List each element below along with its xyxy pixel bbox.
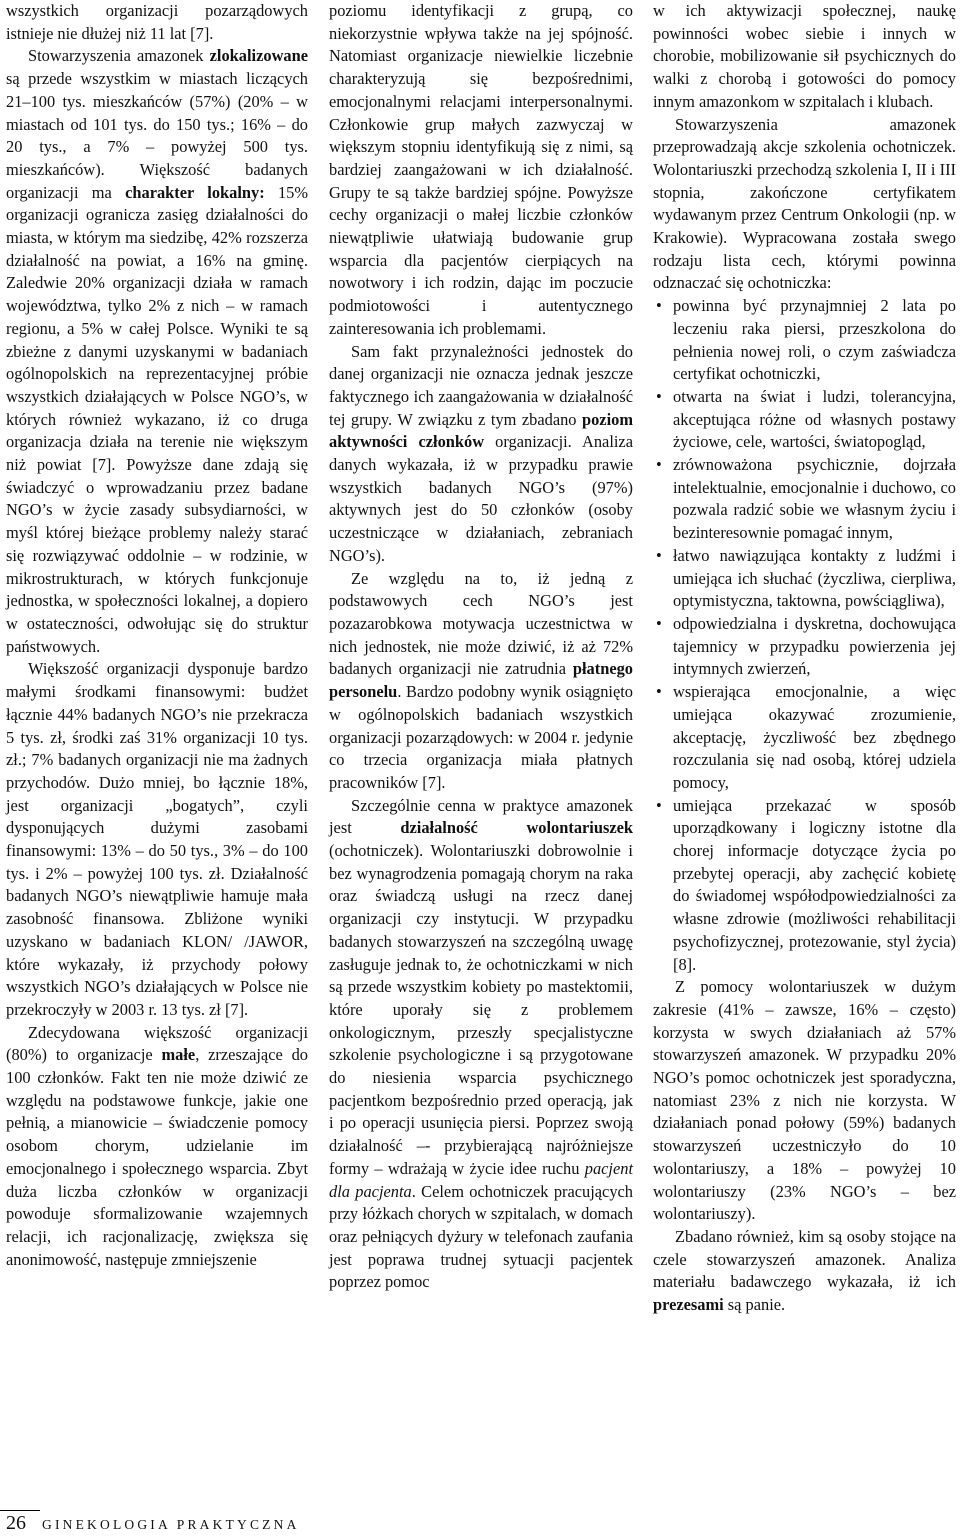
list-item: • powinna być przynajmniej 2 lata po leczeniu raka piersi, przeszkolona do pełnienia nowej roli, o czym zaświadcza certyfikat ochotniczki,: [653, 295, 956, 386]
journal-title: GINEKOLOGIA PRAKTYCZNA: [42, 1517, 300, 1532]
text-run: są przede wszystkim w miastach liczących 21–100 tys. mieszkańców (57%) (20% – w miastach od 101 tys. do 150 tys.; 16% – do 20 tys., a 7% – powyżej 500 tys. mieszkańców). Większość badanych organizacji ma: [6, 69, 308, 202]
list-item: • zrównoważona psychicznie, dojrzała intelektualnie, emocjonalnie i duchowo, co pozwala radzić sobie we własnym życiu i bezinteresownie pomagać innym,: [653, 454, 956, 545]
text-run: Zdecydowana większość organizacji (80%) to organizacje: [6, 1022, 308, 1065]
text-run: Większość organizacji dysponuje bardzo małymi środkami finansowymi: budżet łącznie 44% badanych NGO’s nie przekracza 5 tys. zł, środki zaś 31% organizacji 10 tys. zł.; 7% badanych organizacji nie ma żadnych przychodów. Dużo mniej, bo łącznie 18%, jest organizacji „bogatych”, czyli dysponujących dużymi zasobami finansowymi: 13% – do 50 tys., 3% – do 100 tys. i 2% – powyżej 100 tys. zł. Działalność badanych NGO’s niewątpliwie hamuje mała zasobność finansowa. Zbliżone wyniki uzyskano w badaniach KLON/ /JAWOR, które wykazały, iż przychody połowy wszystkich NGO’s działających w Polsce nie przekroczyły w 2003 r. 13 tys. zł [7].: [6, 659, 308, 1019]
text-run: Stowarzyszenia amazonek: [28, 46, 210, 66]
page-footer: [6, 1512, 300, 1532]
text-column-3: [653, 0, 956, 1317]
paragraph: [6, 1022, 308, 1272]
bold-term: poziom aktywności członków: [329, 409, 633, 452]
paragraph: [329, 568, 633, 795]
text-run: Stowarzyszenia amazonek przeprowadzają akcje szkolenia ochotniczek. Wolontariuszki przechodzą szkolenia I, II i III stopnia, zakończone certyfikatem wydawanym przez Centrum Onkologii (np. w Krakowie). Wypracowana została swego rodzaju lista cech, którymi powinna odznaczać się ochotniczka:: [653, 114, 956, 293]
list-item: • łatwo nawiązująca kontakty z ludźmi i umiejąca ich słuchać (życzliwa, cierpliwa, optymistyczna, taktowna, powściągliwa),: [653, 545, 956, 613]
text-run: 15% organizacji ogranicza zasięg działalności do miasta, w którym ma siedzibę, 42% rozszerza działalność na powiat, a 16% na gminę. Zaledwie 20% organizacji działa w ramach województwa, tylko 2% z nich – w ramach regionu, a 5% w całej Polsce. Wyniki te są zbieżne z danymi uzyskanymi w badaniach ogólnopolskich na reprezentacyjnej próbie wszystkich działających w Polsce NGO’s, w których również wykazano, iż co druga organizacja działa na terenie nie większym niż powiat [7]. Powyższe dane zdają się świadczyć o wprowadzaniu przez badane NGO’s w życie zasady subsydiarności, w myśl której bieżące problemy należy starać się rozwiązywać oddolnie – w rodzinie, w mikrostrukturach, w których funkcjonuje jednostka, w społeczności lokalnej, a dopiero w ostateczności, odwołując się do struktur państwowych.: [6, 182, 308, 656]
text-run: Z pomocy wolontariuszek w dużym zakresie (41% – zawsze, 16% – często) korzysta w swych działaniach aż 57% stowarzyszeń amazonek. W przypadku 20% NGO’s pomoc ochotniczek jest sporadyczna, natomiast 23% z nich nie korzysta. W działaniach ponad połowy (59%) badanych stowarzyszeń uczestniczyło do 10 wolontariuszy, a 18% – powyżej 10 wolontariuszy (23% NGO’s – bez wolontariuszy).: [653, 977, 956, 1224]
paragraph: [329, 0, 633, 341]
paragraph: [6, 0, 308, 45]
list-item: • wspierająca emocjonalnie, a więc umiejąca okazywać zrozumienie, akceptację, życzliwość bez zbędnego rozczulania się nad osobą, której udziela pomocy,: [653, 681, 956, 795]
text-run: , zrzeszające do 100 członków. Fakt ten nie może dziwić ze względu na podstawowe funkcje, jakie one pełnią, a mianowicie – świadczenie pomocy osobom chorym, udzielanie im emocjonalnego i społecznego wsparcia. Zbyt duża liczba członków w organizacji powoduje sformalizowanie wzajemnych relacji, ich racjonalizację, zwiększa się anonimowość, następuje zmniejszenie: [6, 1045, 308, 1269]
volunteer-traits-list: [653, 295, 956, 976]
text-run: Ze względu na to, iż jedną z podstawowych cech NGO’s jest pozazarobkowa motywacja uczestnictwa w nich jednostek, nie może dziwić, iż aż 72% badanych organizacji nie zatrudnia: [329, 568, 633, 679]
text-run: Zbadano również, kim są osoby stojące na czele stowarzyszeń amazonek. Analiza materiału badawczego wykazała, iż ich: [653, 1226, 956, 1292]
text-column-1: [6, 0, 308, 1271]
paragraph: [653, 114, 956, 296]
text-run: są panie.: [723, 1295, 786, 1315]
paragraph: [6, 45, 308, 658]
paragraph: [653, 0, 956, 114]
text-run: Sam fakt przynależności jednostek do danej organizacji nie oznacza jednak jeszcze faktycznego ich zaangażowania w działalność tej grupy. W związku z tym zbadano: [329, 341, 633, 429]
list-item: • otwarta na świat i ludzi, tolerancyjna, akceptująca różne od własnych postawy życiowe, cele, wartości, światopogląd,: [653, 386, 956, 454]
list-item: • umiejąca przekazać w sposób uporządkowany i logiczny istotne dla chorej informacje dotyczące życia po przebytej operacji, aby zachęcić kobietę do świadomej współodpowiedzialności za własne zdrowie (możliwości rehabilitacji psychofizycznej, protezowanie, styl życia) [8].: [653, 795, 956, 977]
page-number: 26: [6, 1512, 26, 1534]
bold-term: prezesami: [653, 1295, 724, 1315]
text-run: Szczególnie cenna w praktyce amazonek jest: [329, 795, 633, 838]
paragraph: [6, 658, 308, 1021]
text-run: (ochotniczek). Wolontariuszki dobrowolnie i bez wynagrodzenia pomagają chorym na raka oraz świadczą usługi na rzecz danej organizacji czy instytucji. W przypadku badanych stowarzyszeń na szczególną uwagę zasługuje jednak to, że ochotniczkami w nich są przede wszystkim kobiety po mastektomii, które uporały się z problemem onkologicznym, przeszły specjalistyczne szkolenie psychologiczne i są przygotowane do niesienia wsparcia psychicznego pacjentkom bezpośrednio przed operacją, jak i po operacji usunięcia piersi. Poprzez swoją działalność –- przybierającą najróżniejsze formy – wdrażają w życie idee ruchu: [329, 841, 633, 1178]
paragraph: [653, 976, 956, 1226]
footer-rule: [0, 1510, 40, 1511]
text-column-2: [329, 0, 633, 1294]
italic-term: pacjent dla pacjenta: [329, 1158, 633, 1201]
paragraph: [329, 795, 633, 1294]
paragraph: [329, 341, 633, 568]
list-item: • odpowiedzialna i dyskretna, dochowująca tajemnicy w przypadku powierzenia jej intymnych zwierzeń,: [653, 613, 956, 681]
text-run: wszystkich organizacji pozarządowych istnieje nie dłużej niż 11 lat [7].: [6, 1, 308, 43]
text-run: poziomu identyfikacji z grupą, co niekorzystnie wpływa także na jej spójność. Natomiast organizacje niewielkie liczebnie charakteryzują się bezpośrednimi, emocjonalnymi relacjami interpersonalnymi. Członkowie grup małych zazwyczaj w większym stopniu identyfikują się z nimi, są bardziej zaangażowani w ich działalność. Grupy te są także bardziej spójne. Powyższe cechy organizacji o małej liczbie członków niewątpliwie ułatwiają budowanie grup wsparcia dla pacjentów cierpiących na nowotwory i ich rodzin, dając im poczucie podmiotowości i autentycznego zainteresowania ich problemami.: [329, 1, 633, 338]
paragraph: [653, 1226, 956, 1317]
bold-term: małe: [161, 1045, 196, 1065]
text-run: . Bardzo podobny wynik osiągnięto w ogólnopolskich badaniach wszystkich organizacji pozarządowych: w 2004 r. jedynie co trzecia organizacja miała płatnych pracowników [7].: [329, 682, 633, 792]
text-run: organizacji. Analiza danych wykazała, iż w przypadku prawie wszystkich badanych NGO’s (97%) aktywnych jest do 50 członków (osoby uczestniczące w działaniach, zebraniach NGO’s).: [329, 432, 633, 565]
text-run: w ich aktywizacji społecznej, naukę powinności wobec siebie i innych w chorobie, mobilizowanie sił psychicznych do walki z chorobą i gotowości do pomocy innym amazonkom w szpitalach i klubach.: [653, 1, 956, 111]
bold-term: płatnego personelu: [329, 659, 633, 702]
bold-term: charakter lokalny:: [125, 182, 265, 202]
bold-term: działalność wolontariuszek: [400, 818, 633, 838]
text-run: . Celem ochotniczek pracujących przy łóżkach chorych w szpitalach, w domach oraz pełniących dyżury w telefonach zaufania jest poprawa trudnej sytuacji pacjentek poprzez pomoc: [329, 1181, 634, 1292]
bold-term: zlokalizowane: [209, 46, 308, 66]
